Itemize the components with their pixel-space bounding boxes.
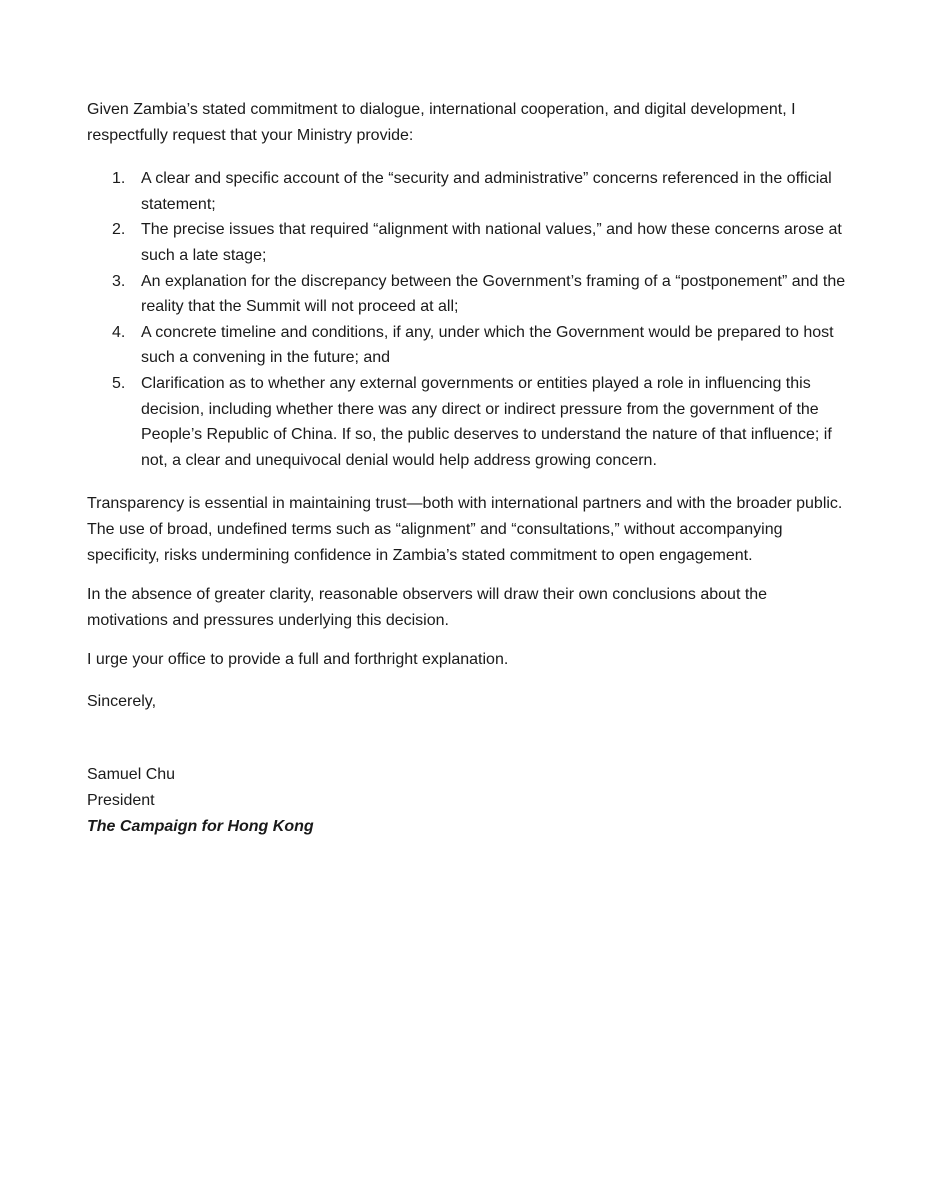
request-text: A concrete timeline and conditions, if any, under which the Government would be prepared to host such a convening in the future; and: [141, 323, 834, 367]
urge-paragraph: I urge your office to provide a full and forthright explanation.: [87, 651, 509, 669]
request-item-4: [87, 320, 847, 371]
request-item-5: [87, 371, 847, 473]
request-text: An explanation for the discrepancy between the Government’s framing of a “postponement” and the reality that the Summit will not proceed at all;: [141, 272, 846, 316]
request-number: 1.: [112, 170, 126, 188]
request-text: A clear and specific account of the “security and administrative” concerns referenced in the official statement;: [141, 170, 832, 213]
request-list: [87, 166, 847, 473]
signer-title: President: [87, 792, 155, 810]
signature-block: [87, 762, 847, 839]
request-number: 4.: [112, 323, 126, 341]
intro-paragraph: Given Zambia’s stated commitment to dialogue, international cooperation, and digital development, I respectfully request that your Ministry provide:: [87, 101, 796, 144]
request-text: The precise issues that required “alignment with national values,” and how these concerns arose at such a late stage;: [141, 221, 842, 264]
letter-page: [87, 97, 847, 839]
request-item-3: [87, 269, 847, 320]
signer-name: Samuel Chu: [87, 766, 176, 784]
signer-organization: The Campaign for Hong Kong: [87, 817, 314, 835]
request-item-1: [87, 166, 847, 217]
clarity-paragraph: In the absence of greater clarity, reasonable observers will draw their own conclusions about the motivations and pressures underlying this decision.: [87, 586, 768, 629]
request-item-2: [87, 217, 847, 268]
request-text: Clarification as to whether any external governments or entities played a role in influencing this decision, including whether there was any direct or indirect pressure from the government of the People’s Republic of China. If so, the public deserves to understand the nature of that influence; if not, a clear and unequivocal denial would help address growing concern.: [141, 374, 832, 469]
transparency-paragraph: Transparency is essential in maintaining trust—both with international partners and with the broader public. The use of broad, undefined terms such as “alignment” and “consultations,” without accompanying specificity, risks undermining confidence in Zambia’s stated commitment to open engagement.: [87, 495, 843, 564]
request-number: 5.: [112, 374, 126, 392]
request-number: 3.: [112, 272, 126, 290]
closing-salutation: Sincerely,: [87, 692, 157, 710]
request-number: 2.: [112, 221, 126, 239]
